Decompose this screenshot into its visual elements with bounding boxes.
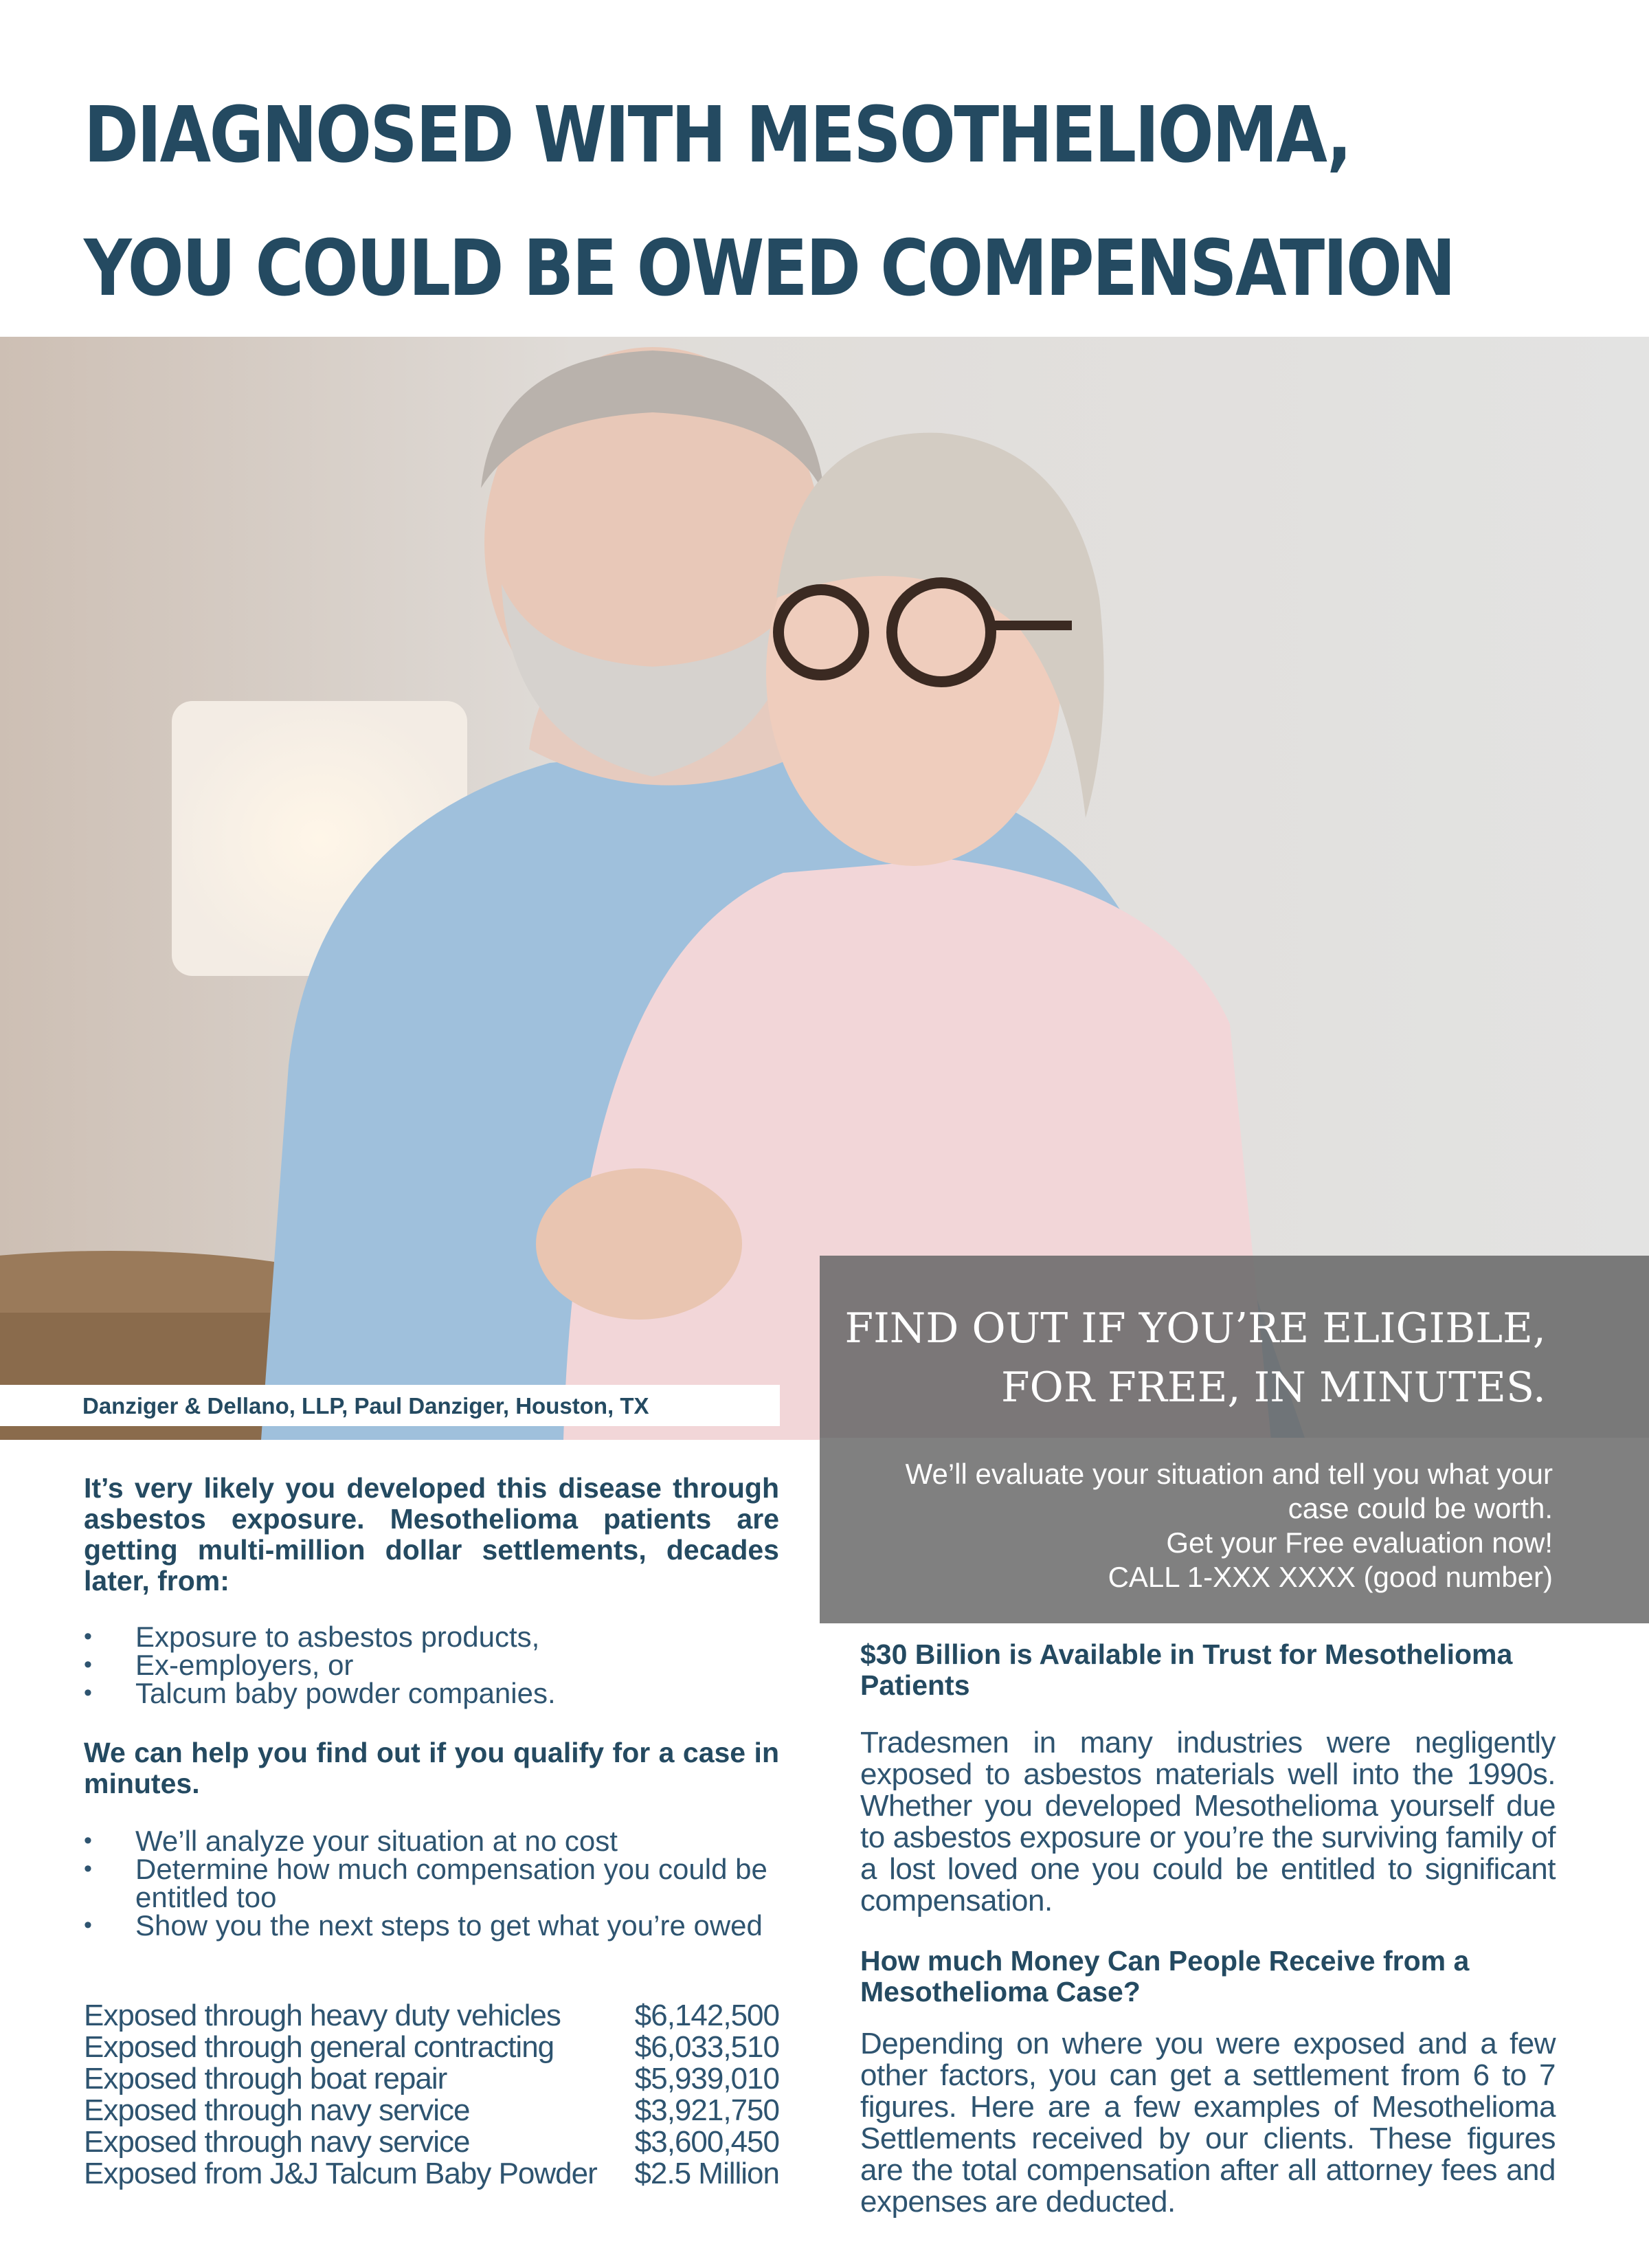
settlement-value: $6,142,500 <box>634 1999 779 2032</box>
money-heading: How much Money Can People Receive from a Mesothelioma Case? <box>860 1945 1470 2008</box>
headline-line-2: YOU COULD BE OWED COMPENSATION <box>84 224 1455 313</box>
settlement-label: Exposed from J&J Talcum Baby Powder <box>84 2157 597 2190</box>
settlement-label: Exposed through general contracting <box>84 2030 554 2064</box>
cta-heading-line-1: FIND OUT IF YOU’RE ELIGIBLE, <box>844 1304 1546 1353</box>
settlement-value: $6,033,510 <box>634 2030 779 2064</box>
left-column <box>84 1472 779 1942</box>
photo-credit-bar <box>0 1385 780 1426</box>
help-heading: We can help you find out if you qualify for a case in minutes. <box>84 1737 779 1799</box>
headline-line-1: DIAGNOSED WITH MESOTHELIOMA, <box>84 91 1351 180</box>
settlement-value: $5,939,010 <box>634 2062 779 2095</box>
sources-list <box>84 1623 779 1707</box>
cta-text <box>797 1457 1553 1594</box>
list-item: • Show you the next steps to get what you’re owed <box>84 1911 779 1939</box>
list-item: • Determine how much compensation you could be entitled too <box>84 1855 779 1911</box>
right-column <box>860 1639 1556 2218</box>
table-row <box>84 2158 779 2190</box>
page-headline <box>84 69 1455 335</box>
table-row <box>84 2032 779 2063</box>
trust-heading: $30 Billion is Available in Trust for Mesothelioma Patients <box>860 1638 1513 1701</box>
intro-paragraph: It’s very likely you developed this disease through asbestos exposure. Mesothelioma patients are getting multi-million dollar settlements, decades later, from: <box>84 1472 779 1597</box>
table-row <box>84 2063 779 2095</box>
list-item: • Talcum baby powder companies. <box>84 1679 779 1707</box>
cta-line-3: Get your Free evaluation now! <box>1166 1526 1553 1559</box>
settlement-value: $3,921,750 <box>634 2093 779 2127</box>
help-list <box>84 1825 779 1942</box>
trust-paragraph: Tradesmen in many industries were negligently exposed to asbestos materials well into the 1990s. Whether you developed Mesothelioma yourself due to asbestos exposure or you’re the surviving family of a lost loved one you could be entitled to significant compensation. <box>860 1726 1556 1917</box>
cta-heading-line-2: FOR FREE, IN MINUTES. <box>1001 1364 1546 1412</box>
table-row <box>84 2126 779 2158</box>
money-paragraph: Depending on where you were exposed and a few other factors, you can get a settlement from 6 to 7 figures. Here are a few examples of Mesothelioma Settlements received by our clients. These figures are the total compensation after all attorney fees and expenses are deducted. <box>860 2027 1556 2219</box>
settlement-value: $3,600,450 <box>634 2125 779 2159</box>
list-item: • Ex-employers, or <box>84 1651 779 1679</box>
photo-credit: Danziger & Dellano, LLP, Paul Danziger, Houston, TX <box>82 1393 649 1419</box>
settlement-label: Exposed through boat repair <box>84 2062 447 2095</box>
settlement-value: $2.5 Million <box>634 2157 779 2190</box>
list-item: • Exposure to asbestos products, <box>84 1623 779 1651</box>
cta-line-1: We’ll evaluate your situation and tell you what your <box>905 1458 1553 1490</box>
table-row <box>84 2000 779 2032</box>
settlement-list <box>84 2000 779 2190</box>
cta-phone: CALL 1-XXX XXXX (good number) <box>1108 1561 1553 1593</box>
cta-heading <box>790 1299 1546 1417</box>
list-item: • We’ll analyze your situation at no cost <box>84 1827 779 1855</box>
cta-line-2: case could be worth. <box>1288 1492 1553 1524</box>
settlement-label: Exposed through heavy duty vehicles <box>84 1999 561 2032</box>
settlement-label: Exposed through navy service <box>84 2125 470 2159</box>
table-row <box>84 2095 779 2126</box>
settlement-label: Exposed through navy service <box>84 2093 470 2127</box>
